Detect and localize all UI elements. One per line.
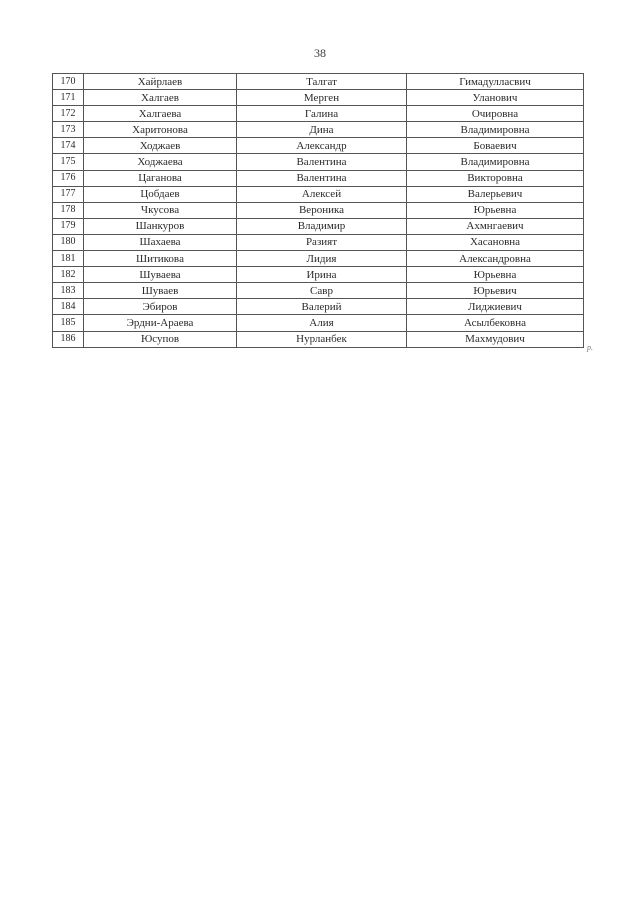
table-row — [53, 138, 584, 154]
first-name-cell: Разият — [237, 234, 407, 250]
patronymic-cell: Боваевич — [407, 138, 584, 154]
table-row — [53, 154, 584, 170]
first-name-cell: Галина — [237, 106, 407, 122]
table-row — [53, 90, 584, 106]
first-name-cell: Талгат — [237, 74, 407, 90]
surname-cell: Хайрлаев — [84, 74, 237, 90]
table-row — [53, 315, 584, 331]
first-name-cell: Валентина — [237, 154, 407, 170]
table-row — [53, 122, 584, 138]
table-row — [53, 106, 584, 122]
table-row — [53, 170, 584, 186]
row-number: 177 — [53, 186, 84, 202]
first-name-cell: Лидия — [237, 251, 407, 267]
table-row — [53, 234, 584, 250]
surname-cell: Шуваев — [84, 283, 237, 299]
row-number: 172 — [53, 106, 84, 122]
row-number: 173 — [53, 122, 84, 138]
row-number: 181 — [53, 251, 84, 267]
row-number: 178 — [53, 202, 84, 218]
patronymic-cell: Махмудович — [407, 331, 584, 347]
page-number: 38 — [314, 46, 326, 60]
row-number: 185 — [53, 315, 84, 331]
surname-cell: Шахаева — [84, 234, 237, 250]
patronymic-cell: Асылбековна — [407, 315, 584, 331]
first-name-cell: Вероника — [237, 202, 407, 218]
surname-cell: Юсупов — [84, 331, 237, 347]
table-row — [53, 74, 584, 90]
table-row — [53, 331, 584, 347]
row-number: 180 — [53, 234, 84, 250]
surname-cell: Эрдни-Араева — [84, 315, 237, 331]
surname-cell: Шитиковa — [84, 251, 237, 267]
first-name-cell: Дина — [237, 122, 407, 138]
patronymic-cell: Ахмнгаевич — [407, 218, 584, 234]
patronymic-cell: Уланович — [407, 90, 584, 106]
first-name-cell: Валерий — [237, 299, 407, 315]
row-number: 184 — [53, 299, 84, 315]
surname-cell: Ходжаева — [84, 154, 237, 170]
row-number: 175 — [53, 154, 84, 170]
patronymic-cell: Владимировна — [407, 154, 584, 170]
first-name-cell: Владимир — [237, 218, 407, 234]
patronymic-cell: Юрьевна — [407, 202, 584, 218]
patronymic-cell: Александровна — [407, 251, 584, 267]
first-name-cell: Мерген — [237, 90, 407, 106]
surname-cell: Харитонова — [84, 122, 237, 138]
surname-cell: Шанкуров — [84, 218, 237, 234]
surname-cell: Эбиров — [84, 299, 237, 315]
row-number: 170 — [53, 74, 84, 90]
surname-cell: Халгаев — [84, 90, 237, 106]
table-row — [53, 267, 584, 283]
patronymic-cell: Хасановна — [407, 234, 584, 250]
patronymic-cell: Викторовна — [407, 170, 584, 186]
first-name-cell: Александр — [237, 138, 407, 154]
table-row — [53, 202, 584, 218]
first-name-cell: Савр — [237, 283, 407, 299]
patronymic-cell: Юрьевич — [407, 283, 584, 299]
surname-cell: Чкусова — [84, 202, 237, 218]
table-row — [53, 186, 584, 202]
row-number: 171 — [53, 90, 84, 106]
patronymic-cell: Юрьевна — [407, 267, 584, 283]
patronymic-cell: Очировна — [407, 106, 584, 122]
surname-cell: Цобдаев — [84, 186, 237, 202]
roster-table-body — [53, 74, 584, 348]
patronymic-cell: Гимадулласвич — [407, 74, 584, 90]
first-name-cell: Ирина — [237, 267, 407, 283]
row-number: 174 — [53, 138, 84, 154]
row-number: 186 — [53, 331, 84, 347]
first-name-cell: Алексей — [237, 186, 407, 202]
surname-cell: Ходжаев — [84, 138, 237, 154]
roster-table — [52, 73, 584, 348]
patronymic-cell: Владимировна — [407, 122, 584, 138]
surname-cell: Цаганова — [84, 170, 237, 186]
table-row — [53, 218, 584, 234]
first-name-cell: Нурланбек — [237, 331, 407, 347]
surname-cell: Халгаева — [84, 106, 237, 122]
table-row — [53, 299, 584, 315]
row-number: 176 — [53, 170, 84, 186]
first-name-cell: Валентина — [237, 170, 407, 186]
table-row — [53, 283, 584, 299]
patronymic-cell: Валерьевич — [407, 186, 584, 202]
margin-handwritten-mark: p. — [587, 343, 593, 352]
first-name-cell: Алия — [237, 315, 407, 331]
patronymic-cell: Лиджиевич — [407, 299, 584, 315]
table-row — [53, 251, 584, 267]
surname-cell: Шуваева — [84, 267, 237, 283]
row-number: 183 — [53, 283, 84, 299]
row-number: 179 — [53, 218, 84, 234]
row-number: 182 — [53, 267, 84, 283]
